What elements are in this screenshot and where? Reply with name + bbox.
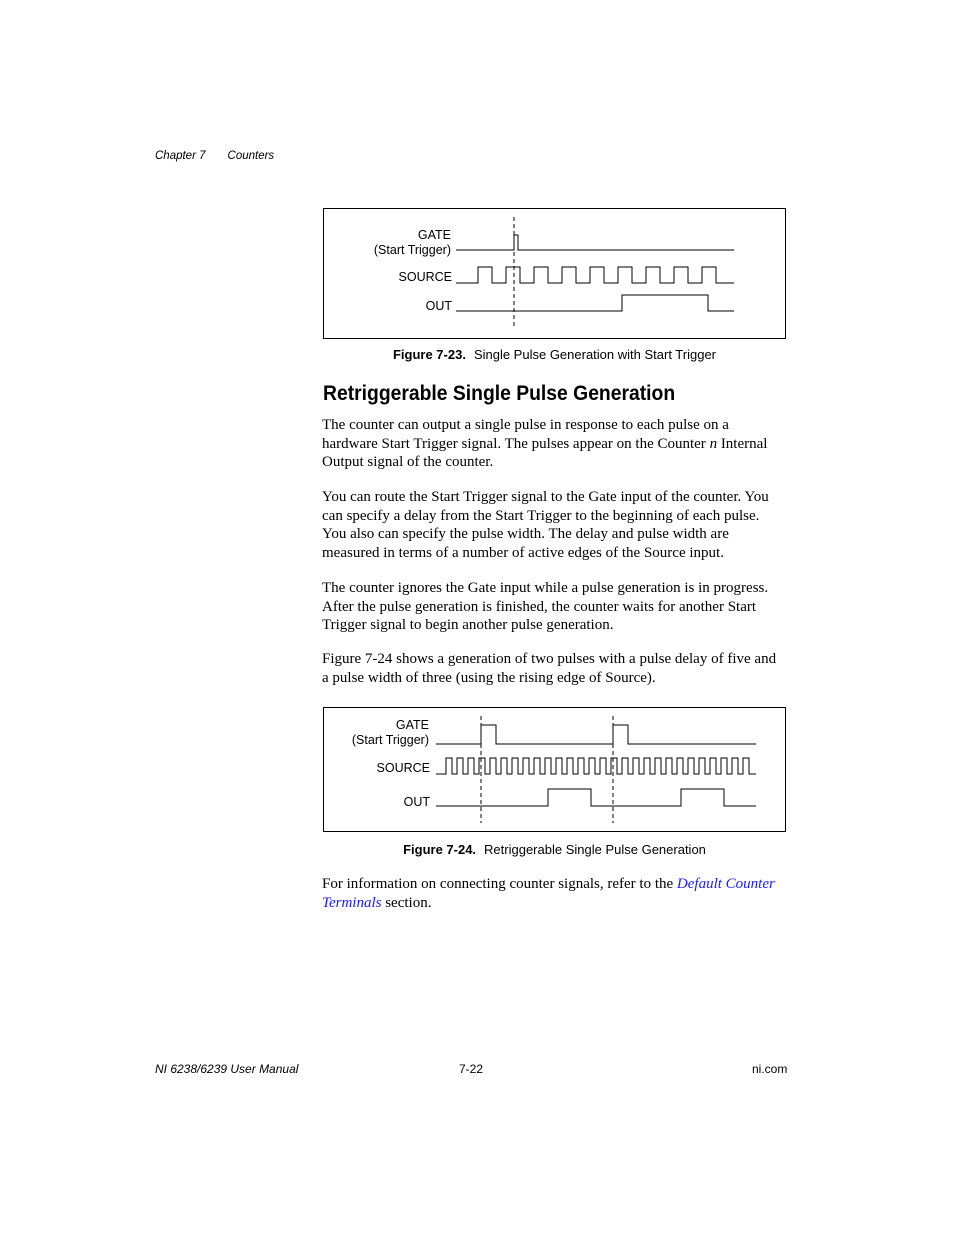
page-header [155,150,274,162]
gate-label-sub: (Start Trigger) [351,733,429,747]
source-label: SOURCE [376,761,430,775]
figure-number: Figure 7-23. [392,347,466,362]
figure-7-24-caption [323,842,786,857]
figure-caption-text: Retriggerable Single Pulse Generation [484,842,706,857]
chapter-title: Counters [227,150,275,162]
out-waveform [436,789,756,806]
timing-diagram-1 [324,209,785,338]
paragraph-2: You can route the Start Trigger signal to the Gate input of the counter. You can specify a delay from the Start Trigger to the beginning of each pulse. You also can specify the pulse width. The delay and pulse width are measured in terms of a number of active edges of the Source input. [322,489,769,562]
figure-7-23-caption [323,347,786,362]
figure-7-24-timing-diagram [323,707,786,832]
figure-7-23-timing-diagram [323,208,786,339]
paragraph-4: Figure 7-24 shows a generation of two pulses with a pulse delay of five and a pulse width of three (using the rising edge of Source). [322,651,777,686]
timing-diagram-2 [324,708,785,831]
out-waveform [456,295,734,311]
footer-site: ni.com [752,1062,788,1076]
paragraph-1-text: The counter can output a single pulse in response to each pulse on a hardware Start Trigger signal. The pulses appear on the Counter [322,417,729,452]
source-waveform [456,267,734,283]
footer-page-number: 7-22 [459,1062,484,1076]
paragraph-3: The counter ignores the Gate input while a pulse generation is in progress. After the pulse generation is finished, the counter waits for another Start Trigger signal to begin another pulse generation. [322,580,769,634]
chapter-label: Chapter 7 [155,150,206,162]
out-label: OUT [425,299,452,313]
gate-label-sub: (Start Trigger) [373,243,451,257]
default-counter-terminals-link[interactable]: Default Counter Terminals [322,876,775,911]
gate-label: GATE [395,718,429,732]
paragraph-1-text-end: Internal Output signal of the counter. [322,435,768,471]
paragraph-1-variable: n [709,435,718,452]
info-text: For information on connecting counter signals, refer to the [322,876,677,892]
manual-title: NI 6238/6239 User Manual [155,1062,299,1076]
source-waveform [436,758,756,774]
gate-label: GATE [417,228,451,242]
gate-waveform [456,235,734,250]
figure-caption-text: Single Pulse Generation with Start Trigger [473,347,717,362]
footer-manual [155,1062,298,1076]
info-text-end: section. [381,894,432,911]
info-paragraph [322,875,785,912]
figure-number: Figure 7-24. [403,842,477,857]
source-label: SOURCE [398,270,452,284]
section-heading: Retriggerable Single Pulse Generation [323,382,676,405]
gate-waveform [436,725,756,744]
out-label: OUT [403,795,430,809]
paragraph-1 [322,416,785,472]
